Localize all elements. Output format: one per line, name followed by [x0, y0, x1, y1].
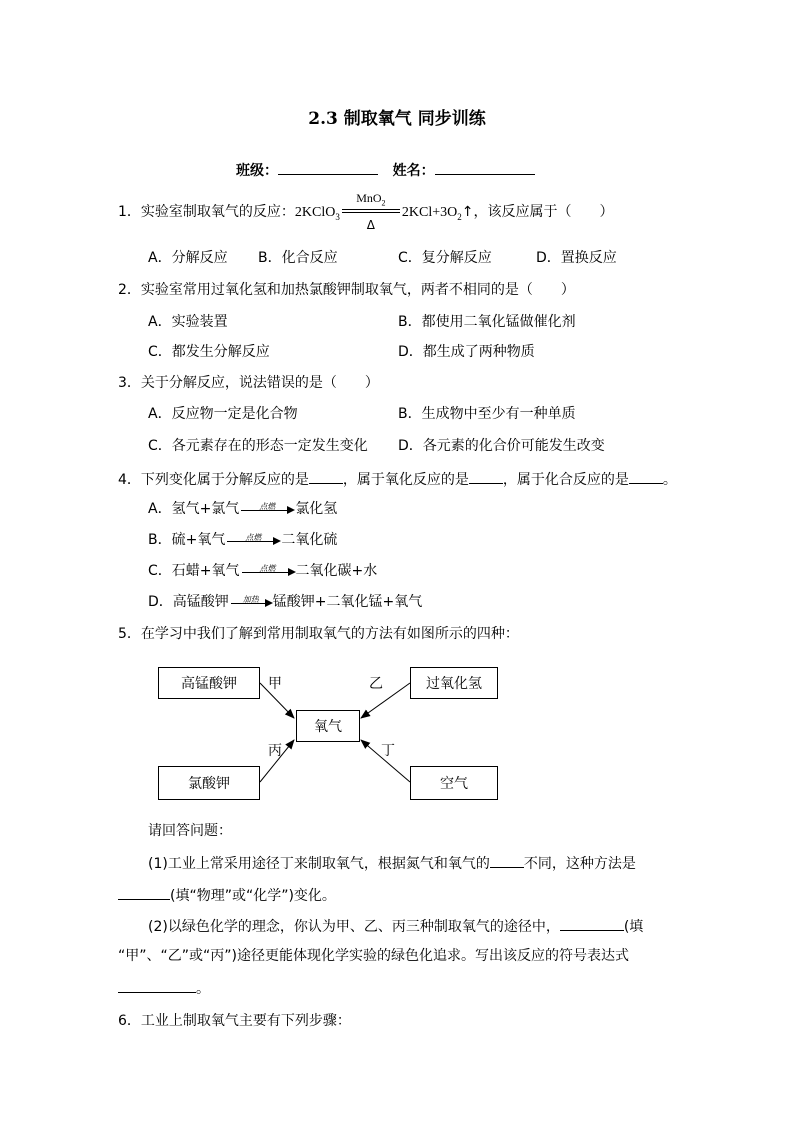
- box-air: 空气: [410, 766, 498, 800]
- page-title: 2.3 制取氧气 同步训练: [308, 109, 486, 129]
- question-2: 2．实验室常用过氧化氢和加热氯酸钾制取氧气，两者不相同的是（ ）: [118, 282, 575, 298]
- gas-arrow: ↑: [461, 204, 474, 220]
- q2-option-d[interactable]: D．都生成了两种物质: [398, 344, 535, 360]
- q3-option-b[interactable]: B．生成物中至少有一种单质: [398, 406, 576, 422]
- name-label: 姓名：: [392, 163, 435, 179]
- q1-option-d[interactable]: D．置换反应: [536, 250, 617, 266]
- q4-option-d[interactable]: D．高锰酸钾 加热 锰酸钾+二氧化锰+氧气: [148, 594, 423, 610]
- q3-option-c[interactable]: C．各元素存在的形态一定发生变化: [148, 438, 368, 454]
- reaction-arrow-icon: 点燃: [240, 562, 296, 580]
- label-ding: 丁: [381, 743, 395, 759]
- reaction-arrow-icon: 加热: [229, 593, 273, 611]
- q1-suffix: ，该反应属于（ ）: [473, 204, 614, 220]
- q2-option-a[interactable]: A．实验装置: [148, 314, 228, 330]
- box-oxygen: 氧气: [296, 710, 360, 742]
- question-5: 5．在学习中我们了解到常用制取氧气的方法有如图所示的四种：: [118, 626, 519, 642]
- q1-option-b[interactable]: B．化合反应: [258, 250, 338, 266]
- label-yi: 乙: [369, 676, 383, 692]
- label-bing: 丙: [268, 743, 282, 759]
- q1-option-c[interactable]: C．复分解反应: [398, 250, 492, 266]
- q5-blank-1[interactable]: [490, 853, 524, 868]
- box-potassium-chlorate: 氯酸钾: [158, 766, 260, 800]
- q5-sub1-line2: (填“物理”或“化学”)变化。: [118, 885, 336, 905]
- q2-option-c[interactable]: C．都发生分解反应: [148, 344, 270, 360]
- q1-reactant: 2KClO$_3$: [294, 205, 340, 222]
- label-jia: 甲: [268, 676, 282, 692]
- reaction-arrow-icon: 点燃: [239, 500, 295, 518]
- class-label: 班级：: [236, 163, 278, 179]
- q5-blank-2[interactable]: [118, 885, 170, 900]
- q3-option-a[interactable]: A．反应物一定是化合物: [148, 406, 298, 422]
- q1-condition: $\frac{MnO_2}{\Delta}$: [340, 203, 402, 221]
- question-3: 3．关于分解反应，说法错误的是（ ）: [118, 375, 379, 391]
- q1-product: $2KCl+3O_2$: [401, 205, 462, 222]
- q5-blank-4[interactable]: [118, 978, 196, 993]
- q5-prompt: 请回答问题：: [148, 823, 232, 839]
- q5-sub2-line1: (2)以绿色化学的理念，你认为甲、乙、丙三种制取氧气的途径中， (填: [148, 916, 643, 936]
- box-potassium-permanganate: 高锰酸钾: [158, 667, 260, 699]
- q4-option-b[interactable]: B．硫+氧气 点燃 二氧化硫: [148, 532, 338, 548]
- q5-blank-3[interactable]: [560, 916, 624, 931]
- q4-option-c[interactable]: C．石蜡+氧气 点燃 二氧化碳+水: [148, 563, 378, 579]
- q5-sub1-line1: (1)工业上常采用途径丁来制取氧气，根据氮气和氧气的 不同，这种方法是: [148, 853, 636, 873]
- question-6: 6．工业上制取氧气主要有下列步骤：: [118, 1013, 351, 1029]
- q1-option-a[interactable]: A．分解反应: [148, 250, 228, 266]
- q3-option-d[interactable]: D．各元素的化合价可能发生改变: [398, 438, 605, 454]
- question-4: 4．下列变化属于分解反应的是 ，属于氧化反应的是 ，属于化合反应的是 。: [118, 469, 677, 489]
- q1-prefix: 1．实验室制取氧气的反应：: [118, 204, 295, 220]
- q2-option-b[interactable]: B．都使用二氧化锰做催化剂: [398, 314, 576, 330]
- box-hydrogen-peroxide: 过氧化氢: [410, 667, 498, 699]
- reaction-arrow-icon: 点燃: [225, 531, 281, 549]
- q5-sub2-line3: 。: [118, 978, 210, 998]
- q4-option-a[interactable]: A．氢气+氯气 点燃 氯化氢: [148, 501, 338, 517]
- q5-sub2-line2: “甲”、“乙”或“丙”)途径更能体现化学实验的绿色化追求。写出该反应的符号表达式: [118, 948, 629, 964]
